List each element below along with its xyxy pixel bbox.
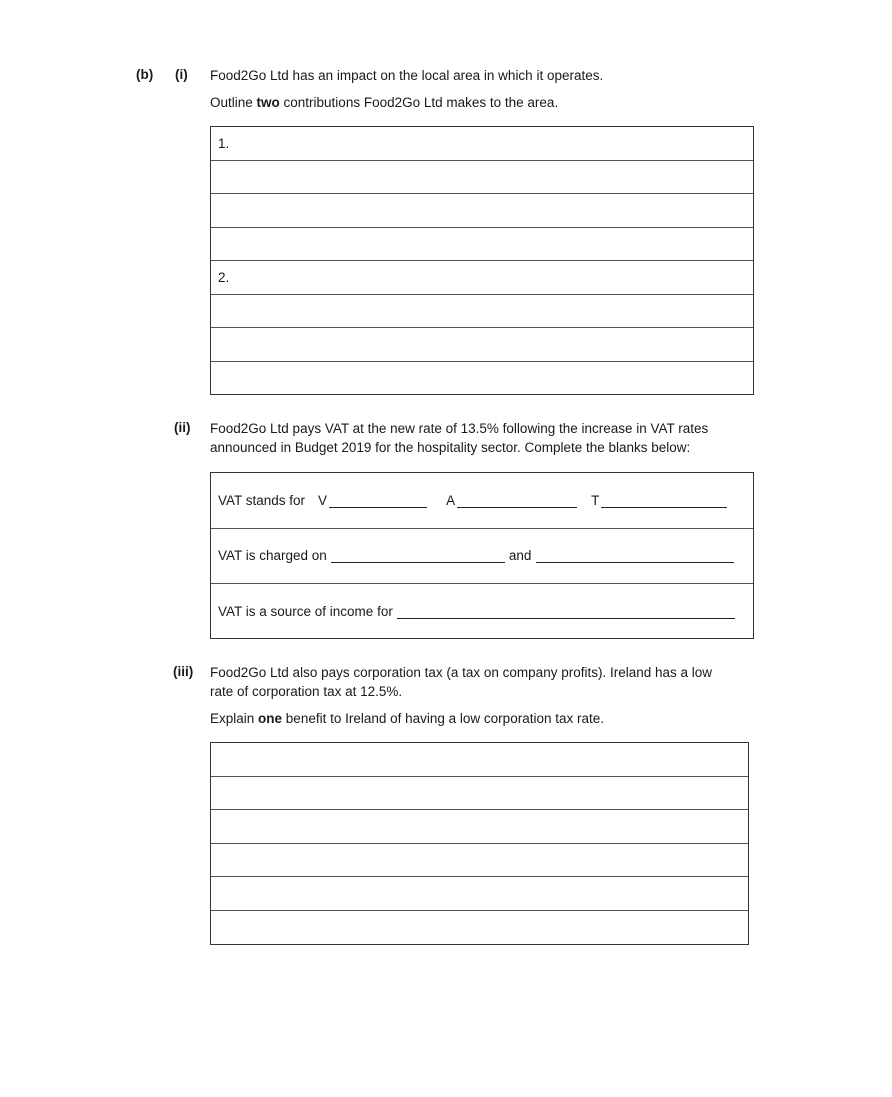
question-i-line1: Food2Go Ltd has an impact on the local area in which it operates. — [210, 68, 604, 83]
answer-line[interactable] — [211, 127, 753, 161]
blank-charged-on-2[interactable] — [536, 548, 734, 563]
answer-line[interactable] — [211, 161, 753, 195]
letter-a: A — [446, 492, 456, 508]
answer-line[interactable] — [211, 810, 748, 844]
answer-line[interactable] — [211, 777, 748, 811]
answer-line[interactable] — [211, 228, 753, 262]
question-iii-line1: Food2Go Ltd also pays corporation tax (a tax on company profits). Ireland has a low — [210, 665, 713, 680]
question-label-ii: (ii) — [174, 420, 191, 435]
part-label: (b) — [136, 67, 154, 82]
question-i-line2-post: contributions Food2Go Ltd makes to the area. — [279, 95, 559, 110]
and-label: and — [508, 548, 532, 564]
answer-line[interactable] — [211, 844, 748, 878]
vat-charged-on-row — [211, 529, 753, 585]
answer-line[interactable] — [211, 194, 753, 228]
blank-income-for[interactable] — [397, 604, 735, 619]
vat-stands-for-label: VAT stands for — [218, 492, 306, 508]
question-ii-text — [210, 419, 708, 457]
question-i-line2 — [210, 93, 603, 112]
answer-line[interactable] — [211, 877, 748, 911]
blank-charged-on-1[interactable] — [331, 548, 505, 563]
vat-charged-on-label: VAT is charged on — [218, 548, 327, 564]
answer-box-iii — [210, 742, 749, 945]
question-iii-text — [210, 663, 712, 728]
question-i-line2-pre: Outline — [210, 95, 257, 110]
question-iii-emphasis: one — [258, 711, 283, 726]
question-iii-line2: rate of corporation tax at 12.5%. — [210, 684, 403, 699]
vat-income-row — [211, 584, 753, 640]
answer-line[interactable] — [211, 362, 753, 396]
vat-blanks-box — [210, 472, 754, 639]
blank-t[interactable] — [601, 493, 727, 508]
answer-number-2: 2. — [218, 269, 230, 285]
letter-v: V — [318, 492, 328, 508]
question-iii-line3-pre: Explain — [210, 711, 259, 726]
answer-line[interactable] — [211, 911, 748, 945]
vat-income-label: VAT is a source of income for — [218, 604, 393, 620]
vat-stands-for-row — [211, 473, 753, 529]
blank-a[interactable] — [457, 493, 577, 508]
question-ii-line2: announced in Budget 2019 for the hospitality sector. Complete the blanks below: — [210, 440, 691, 455]
answer-line[interactable] — [211, 328, 753, 362]
question-i-text — [210, 66, 603, 112]
question-ii-line1: Food2Go Ltd pays VAT at the new rate of 13.5% following the increase in VAT rates — [210, 421, 709, 436]
answer-number-1: 1. — [218, 135, 230, 151]
letter-t: T — [591, 492, 600, 508]
question-iii-line3 — [210, 709, 712, 728]
blank-v[interactable] — [329, 493, 427, 508]
question-label-iii: (iii) — [173, 664, 194, 679]
answer-line[interactable] — [211, 295, 753, 329]
answer-line[interactable] — [211, 261, 753, 295]
question-label-i: (i) — [175, 67, 188, 82]
question-i-emphasis: two — [256, 95, 280, 110]
question-iii-line3-post: benefit to Ireland of having a low corporation tax rate. — [282, 711, 604, 726]
answer-line[interactable] — [211, 743, 748, 777]
answer-box-i — [210, 126, 754, 395]
